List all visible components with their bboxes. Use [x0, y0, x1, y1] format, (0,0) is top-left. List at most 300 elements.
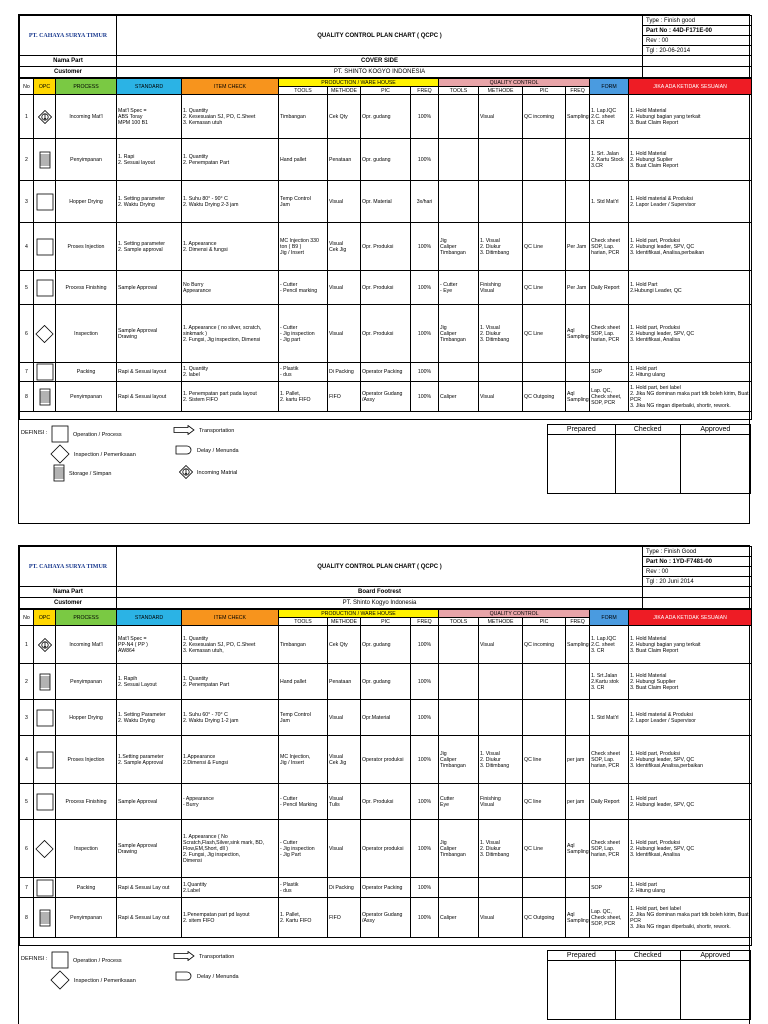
prod-freq-cell: [411, 95, 439, 139]
legend-inspection-label: Inspection / Pemeriksaan: [74, 452, 136, 458]
cell-line: 2. Diukur: [480, 243, 501, 250]
form-cell: [590, 305, 629, 363]
cell-line: Drawing: [118, 333, 138, 340]
prod-freq-cell: [411, 736, 439, 784]
cell-line: SOP, PCR: [591, 920, 616, 927]
header-q-freq: FREQ: [566, 87, 590, 95]
prod-pic-cell: [361, 139, 411, 181]
cell-line: Cutter: [440, 795, 455, 802]
cell-line: 1. Visual: [480, 324, 500, 331]
qc-pic-cell: [523, 181, 566, 223]
header-no: No: [20, 79, 34, 95]
legend-delay-label: Delay / Menunda: [197, 974, 239, 980]
cell-line: 1. Lap.IQC: [591, 635, 617, 642]
prod-pic-cell: [361, 223, 411, 271]
standard-cell: [117, 271, 182, 305]
cell-line: 1. Visual: [480, 237, 500, 244]
cell-line: Jig / Insert: [280, 759, 304, 766]
item-check-cell: [182, 784, 279, 820]
cell-line: Rapi & Sesuai layout: [118, 369, 167, 375]
action-cell: [629, 382, 752, 412]
cell-line: - Plastik: [280, 366, 299, 372]
cell-line: 1. Penempatan part pada layout: [183, 390, 257, 397]
cell-line: 1.Setting parameter: [118, 753, 164, 760]
cell-line: 1. Hold part, Produksi: [630, 324, 680, 331]
header-p-pic: PIC: [361, 87, 411, 95]
table-row: [20, 305, 752, 363]
standard-cell: [117, 820, 182, 878]
cell-line: Visual: [480, 914, 495, 921]
operation-symbol-icon: [51, 951, 69, 971]
cell-line: Cek Jig: [329, 759, 347, 766]
cell-line: 2.Hubungi Leader, QC: [630, 287, 682, 294]
qc-pic-cell: [523, 878, 566, 898]
standard-cell: [117, 878, 182, 898]
header-action: JIKA ADA KETIDAK SESUAIAN: [629, 79, 752, 95]
cell-line: - Appearance: [183, 795, 214, 802]
cell-line: 1. Hold Material: [630, 635, 667, 642]
cell-line: No Burry: [183, 281, 204, 288]
checked-sign-area: [615, 435, 680, 494]
cell-line: 3x/hari: [416, 198, 433, 205]
header-process: PROCESS: [56, 610, 117, 626]
qc-pic-cell: [523, 898, 566, 938]
cell-line: Tulis: [329, 801, 340, 808]
prod-freq-cell: [411, 363, 439, 382]
cell-line: Check sheet: [591, 237, 620, 244]
item-check-cell: [182, 95, 279, 139]
cell-line: - Plastik: [280, 881, 299, 888]
cell-line: QC incoming: [524, 641, 555, 648]
storage-symbol-icon: [53, 464, 65, 484]
qc-pic-cell: [523, 626, 566, 664]
qc-freq-cell: [566, 700, 590, 736]
form-cell: [590, 820, 629, 878]
meta-tgl: Tgl : 20-06-2014: [643, 46, 752, 56]
cell-line: 1. Hold part, beri label: [630, 384, 681, 391]
cell-line: Aql Sampling: [567, 911, 589, 924]
opc-symbol-cell: [34, 363, 56, 382]
cell-line: harian, PCR: [591, 762, 620, 769]
cell-line: - Cutter: [440, 281, 458, 288]
prepared-sign-area: [548, 435, 616, 494]
action-cell: [629, 181, 752, 223]
cell-line: FIFO: [329, 914, 341, 921]
cell-line: 2. Waktu Drying 2-3 jam: [183, 201, 239, 208]
qc-freq-cell: [566, 181, 590, 223]
cell-line: 2. label: [183, 372, 200, 378]
header-production: PRODUCTION / WARE HOUSE: [279, 610, 439, 618]
cell-line: 2. Penempatan Part: [183, 681, 230, 688]
cell-line: 1. Std Mat'rl: [591, 198, 619, 205]
qc-pic-cell: [523, 95, 566, 139]
qc-freq-cell: [566, 271, 590, 305]
cell-line: 1. Hold part, Produksi: [630, 237, 680, 244]
qc-pic-cell: [523, 820, 566, 878]
qc-methode-cell: [479, 878, 523, 898]
standard-cell: [117, 95, 182, 139]
form-cell: [590, 363, 629, 382]
prod-pic-cell: [361, 784, 411, 820]
cell-line: - Pencil marking: [280, 287, 318, 294]
cell-line: 100%: [417, 156, 432, 163]
storage-symbol-icon: [35, 909, 54, 927]
cell-line: 2.Dimensi & Fungsi: [183, 759, 228, 766]
cell-line: 2. Kartu Stock: [591, 156, 624, 163]
cell-line: 1. Hold part, Produksi: [630, 839, 680, 846]
qc-tools-cell: [439, 820, 479, 878]
header-opc: OPC: [34, 79, 56, 95]
cell-line: Lap. QC,: [591, 387, 612, 394]
prod-freq-cell: [411, 664, 439, 700]
cell-line: Lap. QC,: [591, 908, 612, 915]
inspection-symbol-icon: [50, 970, 70, 992]
cell-line: Caliper: [440, 393, 457, 400]
cell-line: Caliper: [440, 914, 457, 921]
standard-cell: [117, 382, 182, 412]
action-cell: [629, 784, 752, 820]
cell-line: 100%: [417, 284, 432, 291]
qc-methode-cell: [479, 363, 523, 382]
cell-line: 1. Pallet,: [280, 911, 301, 918]
prod-freq-cell: [411, 139, 439, 181]
cell-line: 2. Waktu Drying: [118, 201, 155, 208]
checked-label: Checked: [615, 951, 680, 961]
standard-cell: [117, 736, 182, 784]
prod-methode-cell: [328, 878, 361, 898]
header-quality: QUALITY CONTROL: [439, 610, 590, 618]
header-q-pic: PIC: [523, 618, 566, 626]
definitions-label: DEFINISI :: [21, 956, 48, 962]
legend-operation-label: Operation / Process: [73, 958, 122, 964]
operation-symbol-icon: [35, 193, 54, 211]
cell-line: harian, PCR: [591, 336, 620, 343]
cell-line: Opr.Material: [362, 714, 391, 721]
form-cell: [590, 223, 629, 271]
storage-symbol-icon: [35, 151, 54, 169]
prod-freq-cell: [411, 878, 439, 898]
nama-part-value: Board Footrest: [117, 587, 643, 598]
cell-line: 3. Identifikasi, Analisa: [630, 851, 680, 858]
item-check-cell: [182, 898, 279, 938]
qc-freq-cell: [566, 382, 590, 412]
cell-line: Jam: [280, 717, 290, 724]
cell-line: Timbangan: [440, 851, 466, 858]
cell-line: Jig: [440, 750, 447, 757]
legend-transport: [173, 425, 234, 437]
header-item-check: ITEM CHECK: [182, 610, 279, 626]
opc-symbol-cell: [34, 700, 56, 736]
cell-line: 100%: [417, 369, 432, 375]
cell-line: 1. Srt. Jalan: [591, 150, 619, 157]
header-process: PROCESS: [56, 79, 117, 95]
definitions-panel: [19, 420, 749, 510]
item-check-cell: [182, 626, 279, 664]
qcpc-sheet: [18, 545, 750, 1024]
cell-line: Caliper: [440, 243, 457, 250]
opc-symbol-cell: [34, 382, 56, 412]
cell-line: Visual: [480, 287, 495, 294]
cell-line: Check sheet,: [591, 393, 622, 400]
cell-line: 3. Buat Claim Report: [630, 162, 679, 169]
standard-cell: [117, 139, 182, 181]
qc-tools-cell: [439, 305, 479, 363]
action-cell: [629, 626, 752, 664]
cell-line: - Cutter: [280, 324, 298, 331]
cell-line: Operator Packing: [362, 369, 403, 375]
header-q-methode: METHODE: [479, 87, 523, 95]
action-cell: [629, 898, 752, 938]
header-production: PRODUCTION / WARE HOUSE: [279, 79, 439, 87]
cell-line: Cek Qty: [329, 113, 348, 120]
cell-line: 1. Hold Material: [630, 672, 667, 679]
prod-pic-cell: [361, 271, 411, 305]
cell-line: Eye: [440, 801, 449, 808]
prod-pic-cell: [361, 898, 411, 938]
cell-line: Cek Jig: [329, 246, 347, 253]
cell-line: 3. Identifikasi,Analisa,perbaikan: [630, 762, 704, 769]
nama-part-label: Nama Part: [20, 587, 117, 598]
cell-line: 1. Pallet,: [280, 390, 301, 397]
cell-line: - Burry: [183, 801, 199, 808]
row-no: 3: [20, 181, 34, 223]
table-row: [20, 271, 752, 305]
company-name: PT. CAHAYA SURYA TIMUR: [20, 16, 117, 56]
cell-line: 3. Kemasan utuh,: [183, 647, 224, 654]
cell-line: 100%: [417, 798, 432, 805]
cell-line: 3. Identifikasi, Analisa,perbaikan: [630, 249, 705, 256]
cell-line: QC incoming: [524, 113, 555, 120]
cell-line: - Jig inspection: [280, 330, 315, 337]
cell-line: Visual: [329, 714, 344, 721]
cell-line: 1. Setting parameter: [118, 240, 166, 247]
cell-line: QC Line: [524, 284, 544, 291]
cell-line: 3. Identifikasi, Analisa: [630, 336, 680, 343]
item-check-cell: [182, 664, 279, 700]
qc-pic-cell: [523, 736, 566, 784]
qc-methode-cell: [479, 664, 523, 700]
cell-line: 1. Quantity: [183, 675, 209, 682]
cell-line: - dus: [280, 887, 292, 894]
prod-pic-cell: [361, 664, 411, 700]
cell-line: Aql Sampling: [567, 327, 589, 340]
cell-line: 2. kartu FIFO: [280, 396, 311, 403]
legend-storage-label: Storage / Simpan: [69, 471, 112, 477]
standard-cell: [117, 181, 182, 223]
cell-line: 2. sitem FIFO: [183, 917, 215, 924]
cell-line: Sampling: [567, 641, 589, 648]
cell-line: 2.C. sheet: [591, 641, 615, 648]
qc-pic-cell: [523, 664, 566, 700]
cell-line: 2. Kesesuaian SJ, PO, C.Sheet: [183, 113, 256, 120]
cell-line: QC line: [524, 756, 542, 763]
cell-line: 2.Kartu stok: [591, 678, 619, 685]
cell-line: 1. Rapih: [118, 675, 138, 682]
meta-tgl: Tgl : 20 Juni 2014: [643, 577, 752, 587]
company-name: PT. CAHAYA SURYA TIMUR: [20, 547, 117, 587]
customer-value: PT. Shinto Kogyo Indonesia: [117, 598, 643, 609]
cell-line: Visual: [480, 801, 495, 808]
cell-line: Opr. gudang: [362, 678, 391, 685]
cell-line: Aql Sampling: [567, 390, 589, 403]
row-no: 7: [20, 878, 34, 898]
definitions-panel: [19, 946, 749, 1024]
cell-line: Sample Approval: [118, 842, 158, 849]
legend-delay: [175, 445, 239, 457]
opc-symbol-cell: [34, 305, 56, 363]
header-q-freq: FREQ: [566, 618, 590, 626]
cell-line: Appearance: [183, 287, 211, 294]
cell-line: Jig / Insert: [280, 249, 304, 256]
prod-freq-cell: [411, 898, 439, 938]
cell-line: - Jig inspection: [280, 845, 315, 852]
cell-line: Visual: [480, 113, 495, 120]
cell-line: Sample Approval: [118, 798, 158, 805]
cell-line: Visual: [329, 240, 344, 247]
row-no: 8: [20, 898, 34, 938]
row-no: 5: [20, 784, 34, 820]
header-p-tools: TOOLS: [279, 618, 328, 626]
opc-symbol-cell: [34, 95, 56, 139]
meta-type: Type : Finish good: [643, 16, 752, 26]
cell-line: 3. CR: [591, 684, 605, 691]
cell-line: MPM 100 B1: [118, 119, 148, 126]
table-row: [20, 736, 752, 784]
qc-methode-cell: [479, 820, 523, 878]
sheet-header: [19, 546, 752, 609]
cell-line: 2. Jika NG dominan maka part tdk boleh kirim, Buat PCR: [630, 390, 749, 403]
cell-line: 3. Ditimbang: [480, 336, 510, 343]
opc-symbol-cell: [34, 878, 56, 898]
cell-line: 2. Fungsi, Jig inspection,: [183, 851, 241, 858]
cell-line: 2. Hitung ulang: [630, 887, 665, 894]
header-p-methode: METHODE: [328, 87, 361, 95]
cell-line: Per Jam: [567, 284, 587, 291]
definitions-label: DEFINISI :: [21, 430, 48, 436]
operation-symbol-icon: [35, 709, 54, 727]
prod-tools-cell: [279, 784, 328, 820]
standard-cell: [117, 305, 182, 363]
prod-tools-cell: [279, 878, 328, 898]
qc-tools-cell: [439, 223, 479, 271]
qc-methode-cell: [479, 223, 523, 271]
cell-line: 1. Appearance: [183, 240, 217, 247]
cell-line: 2. Kartu FIFO: [280, 917, 312, 924]
table-row: [20, 181, 752, 223]
process-name: Incoming Mat'l: [56, 626, 117, 664]
legend-storage: [53, 464, 112, 484]
cell-line: MC Injection,: [280, 753, 311, 760]
cell-line: Caliper: [440, 330, 457, 337]
cell-line: Drawing: [118, 848, 138, 855]
storage-symbol-icon: [35, 673, 54, 691]
qc-tools-cell: [439, 784, 479, 820]
cell-line: - Jig part: [280, 336, 301, 343]
prod-tools-cell: [279, 95, 328, 139]
cell-line: 2. Jika NG dominan maka part tdk boleh kirim, Buat PCR: [630, 911, 749, 924]
qc-tools-cell: [439, 139, 479, 181]
approved-label: Approved: [680, 951, 750, 961]
cell-line: 2. Hubungi leader, SPV, QC: [630, 845, 695, 852]
action-cell: [629, 736, 752, 784]
cell-line: 1. Hold Material: [630, 107, 667, 114]
cell-line: Caliper: [440, 845, 457, 852]
qc-tools-cell: [439, 382, 479, 412]
cell-line: - Cutter: [280, 839, 298, 846]
cell-line: ABS Toray: [118, 113, 143, 120]
cell-line: 100%: [417, 884, 432, 891]
qc-pic-cell: [523, 784, 566, 820]
cell-line: 1. Lap.IQC: [591, 107, 617, 114]
qc-freq-cell: [566, 626, 590, 664]
cell-line: Opr. Produksi: [362, 798, 394, 805]
cell-line: 2. Hubungi bagian yang terkait: [630, 641, 701, 648]
prod-tools-cell: [279, 736, 328, 784]
row-no: 6: [20, 305, 34, 363]
cell-line: 1. Hold part, Produksi: [630, 750, 680, 757]
qc-pic-cell: [523, 223, 566, 271]
form-cell: [590, 700, 629, 736]
inspection-symbol-icon: [35, 324, 54, 344]
qc-freq-cell: [566, 898, 590, 938]
prod-methode-cell: [328, 271, 361, 305]
prod-pic-cell: [361, 305, 411, 363]
cell-line: 100%: [417, 113, 432, 120]
page-title: QUALITY CONTROL PLAN CHART ( QCPC ): [117, 16, 643, 56]
cell-line: 3. Buat Claim Report: [630, 119, 679, 126]
qc-tools-cell: [439, 626, 479, 664]
cell-line: 1. Std Mat'rl: [591, 714, 619, 721]
item-check-cell: [182, 271, 279, 305]
legend-transport-label: Transportation: [199, 954, 235, 960]
action-cell: [629, 820, 752, 878]
cell-line: 1. Visual: [480, 839, 500, 846]
cell-line: PP-N4 ( PP ): [118, 641, 148, 648]
opc-symbol-cell: [34, 898, 56, 938]
customer-value: PT. SHINTO KOGYO INDONESIA: [117, 67, 643, 78]
prod-tools-cell: [279, 382, 328, 412]
action-cell: [629, 223, 752, 271]
cell-line: 1. Hold material & Produksi: [630, 711, 693, 718]
action-cell: [629, 139, 752, 181]
cell-line: Operator Gudang /Assy: [362, 390, 403, 403]
prod-freq-cell: [411, 305, 439, 363]
cell-line: AW864: [118, 647, 135, 654]
cell-line: 100%: [417, 393, 432, 400]
item-check-cell: [182, 181, 279, 223]
cell-line: - Pencil Marking: [280, 801, 318, 808]
action-cell: [629, 664, 752, 700]
prod-methode-cell: [328, 820, 361, 878]
process-name: Hopper Drying: [56, 181, 117, 223]
signature-box: [547, 950, 751, 1020]
cell-line: Temp Control: [280, 195, 311, 202]
cell-line: Mat'l Spec =: [118, 107, 147, 114]
cell-line: 1. Quantity: [183, 153, 209, 160]
cell-line: 1. Quantity: [183, 366, 209, 372]
qc-methode-cell: [479, 736, 523, 784]
row-no: 7: [20, 363, 34, 382]
prod-methode-cell: [328, 664, 361, 700]
legend-operation: [51, 951, 122, 971]
cell-line: 1.Quantity: [183, 881, 207, 888]
row-no: 3: [20, 700, 34, 736]
cell-line: 2. Sistem FIFO: [183, 396, 218, 403]
table-row: [20, 382, 752, 412]
meta-rev: Rev : 00: [643, 36, 752, 46]
cell-line: Hand pallet: [280, 678, 307, 685]
cell-line: Timbangan: [280, 113, 306, 120]
